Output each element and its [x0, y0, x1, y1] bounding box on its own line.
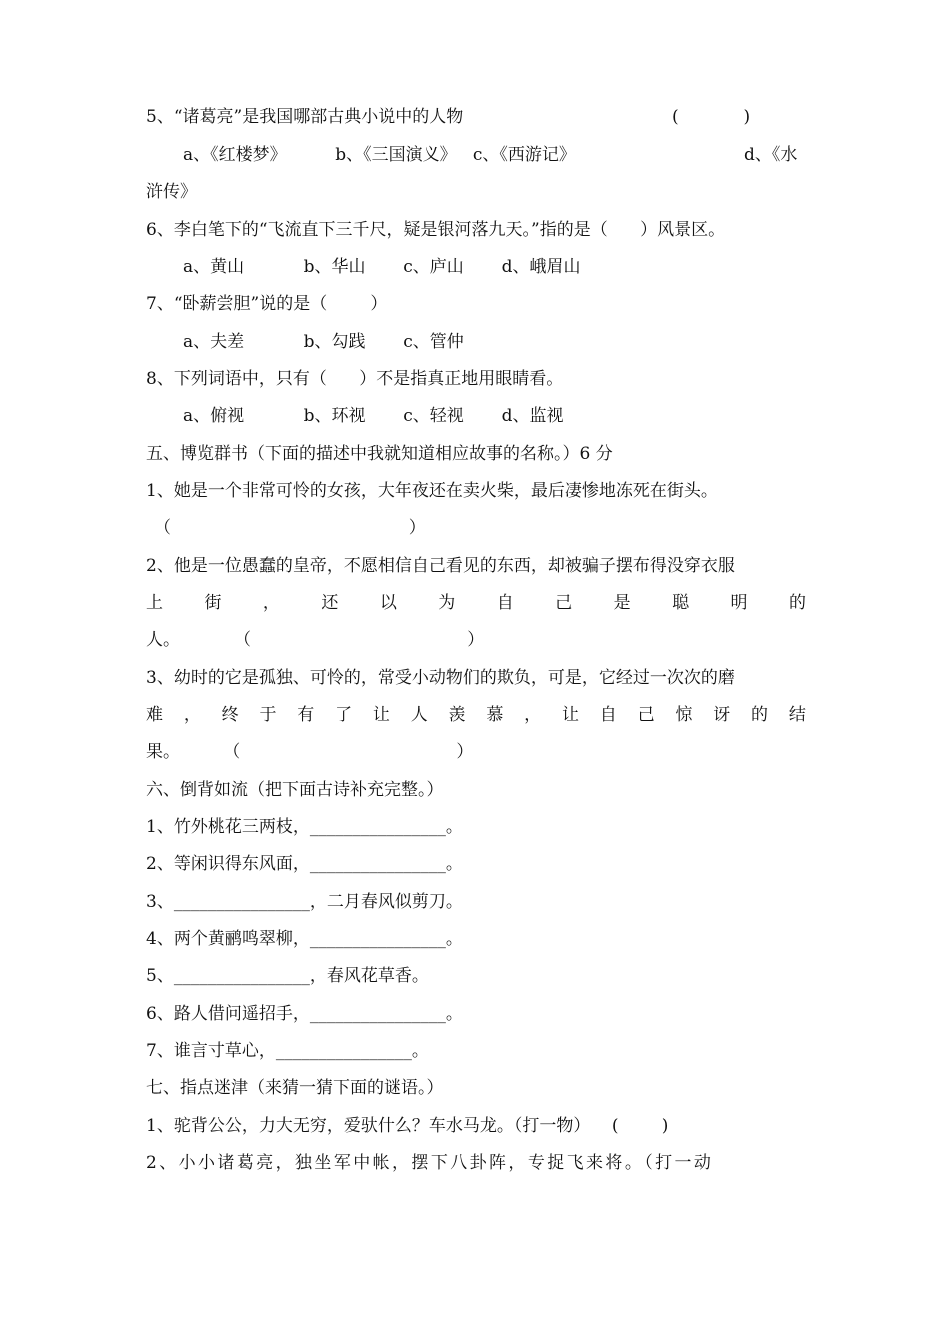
s5-item3-char: 的: [751, 705, 768, 725]
s5-item2-char: 明: [730, 593, 748, 613]
s5-item3-char: 有: [297, 705, 315, 725]
s5-item2-char: 聪: [672, 593, 690, 613]
s5-item3-char: 难: [146, 705, 163, 725]
s5-item3-char: 慕: [486, 705, 504, 725]
s5-item3-char: ，: [524, 705, 542, 725]
s5-item3-char: 惊: [675, 705, 693, 725]
s5-item3-char: 自: [599, 705, 617, 725]
s5-item3-char: 讶: [713, 705, 731, 725]
s5-item3-char: 结: [788, 705, 806, 725]
section5-heading: 五、博览群书（下面的描述中我就知道相应故事的名称。）6 分: [146, 444, 613, 464]
s5-item3-line2: [146, 704, 806, 726]
s5-item3-char: 让: [372, 705, 390, 725]
s5-item3-char: ，: [183, 705, 201, 725]
poem-line: 4、两个黄鹂鸣翠柳，________________。: [146, 929, 463, 949]
s5-item3-char: 人: [410, 705, 428, 725]
s5-item3-char: 羡: [448, 705, 466, 725]
poem-line: 5、________________，春风花草香。: [146, 966, 429, 986]
s5-item2-char: 是: [613, 593, 631, 613]
q8-options: a、俯视 b、环视 c、轻视 d、监视: [183, 406, 564, 426]
riddle-2: 2、小小诸葛亮，独坐军中帐，摆下八卦阵，专捉飞来将。（打一动: [146, 1153, 714, 1173]
s5-item3-char: 让: [561, 705, 579, 725]
s5-item2-char: 己: [555, 593, 573, 613]
q6-stem: 6、李白笔下的“飞流直下三千尺，疑是银河落九天。”指的是（ ）风景区。: [146, 220, 726, 240]
q5-option-d-cont: 浒传》: [146, 182, 197, 202]
s5-item2-char: 以: [379, 593, 397, 613]
q8-stem: 8、下列词语中，只有（ ）不是指真正地用眼睛看。: [146, 369, 564, 389]
poem-line: 6、路人借问遥招手，________________。: [146, 1004, 463, 1024]
s5-item3-char: 于: [259, 705, 277, 725]
poem-line: 1、竹外桃花三两枝，________________。: [146, 817, 463, 837]
s5-item2-line2: [146, 592, 806, 614]
s5-item2-char: 还: [321, 593, 339, 613]
poem-line: 7、谁言寸草心，________________。: [146, 1041, 429, 1061]
s5-item3: 3、幼时的它是孤独、可怜的，常受小动物们的欺负，可是，它经过一次次的磨: [146, 668, 735, 688]
s5-item3-char: 己: [637, 705, 655, 725]
s5-item1-answer: （ ）: [154, 518, 426, 538]
poem-line: 3、________________，二月春风似剪刀。: [146, 892, 463, 912]
s5-item2-char: 上: [146, 593, 163, 613]
section6-heading: 六、倒背如流（把下面古诗补充完整。）: [146, 780, 444, 800]
s5-item1: 1、她是一个非常可怜的女孩，大年夜还在卖火柴，最后凄惨地冻死在街头。: [146, 481, 718, 501]
s5-item2-answer: 人。 （ ）: [146, 630, 485, 650]
q5-answer-paren: ( ): [672, 107, 751, 127]
s5-item2-char: 的: [788, 593, 806, 613]
q7-stem: 7、“卧薪尝胆”说的是（ ）: [146, 294, 388, 314]
s5-item3-answer: 果。 （ ）: [146, 742, 474, 762]
poem-line: 2、等闲识得东风面，________________。: [146, 854, 463, 874]
s5-item2-char: 为: [438, 593, 456, 613]
section7-heading: 七、指点迷津（来猜一猜下面的谜语。）: [146, 1078, 444, 1098]
s5-item2-char: ，: [262, 593, 280, 613]
riddle-1: 1、驼背公公，力大无穷，爱驮什么？车水马龙。（打一物） ( ): [146, 1116, 669, 1136]
s5-item2-char: 街: [204, 593, 222, 613]
q7-options: a、夫差 b、勾践 c、管仲: [183, 332, 464, 352]
q6-options: a、黄山 b、华山 c、庐山 d、峨眉山: [183, 257, 581, 277]
s5-item2: 2、他是一位愚蠢的皇帝，不愿相信自己看见的东西，却被骗子摆布得没穿衣服: [146, 556, 735, 576]
s5-item2-char: 自: [496, 593, 514, 613]
s5-item3-char: 终: [221, 705, 239, 725]
q5-options: a、《红楼梦》 b、《三国演义》 c、《西游记》: [183, 145, 576, 165]
q5-option-d: d、《水: [744, 145, 798, 165]
s5-item3-char: 了: [335, 705, 353, 725]
q5-stem: 5、“诸葛亮”是我国哪部古典小说中的人物: [146, 107, 464, 127]
